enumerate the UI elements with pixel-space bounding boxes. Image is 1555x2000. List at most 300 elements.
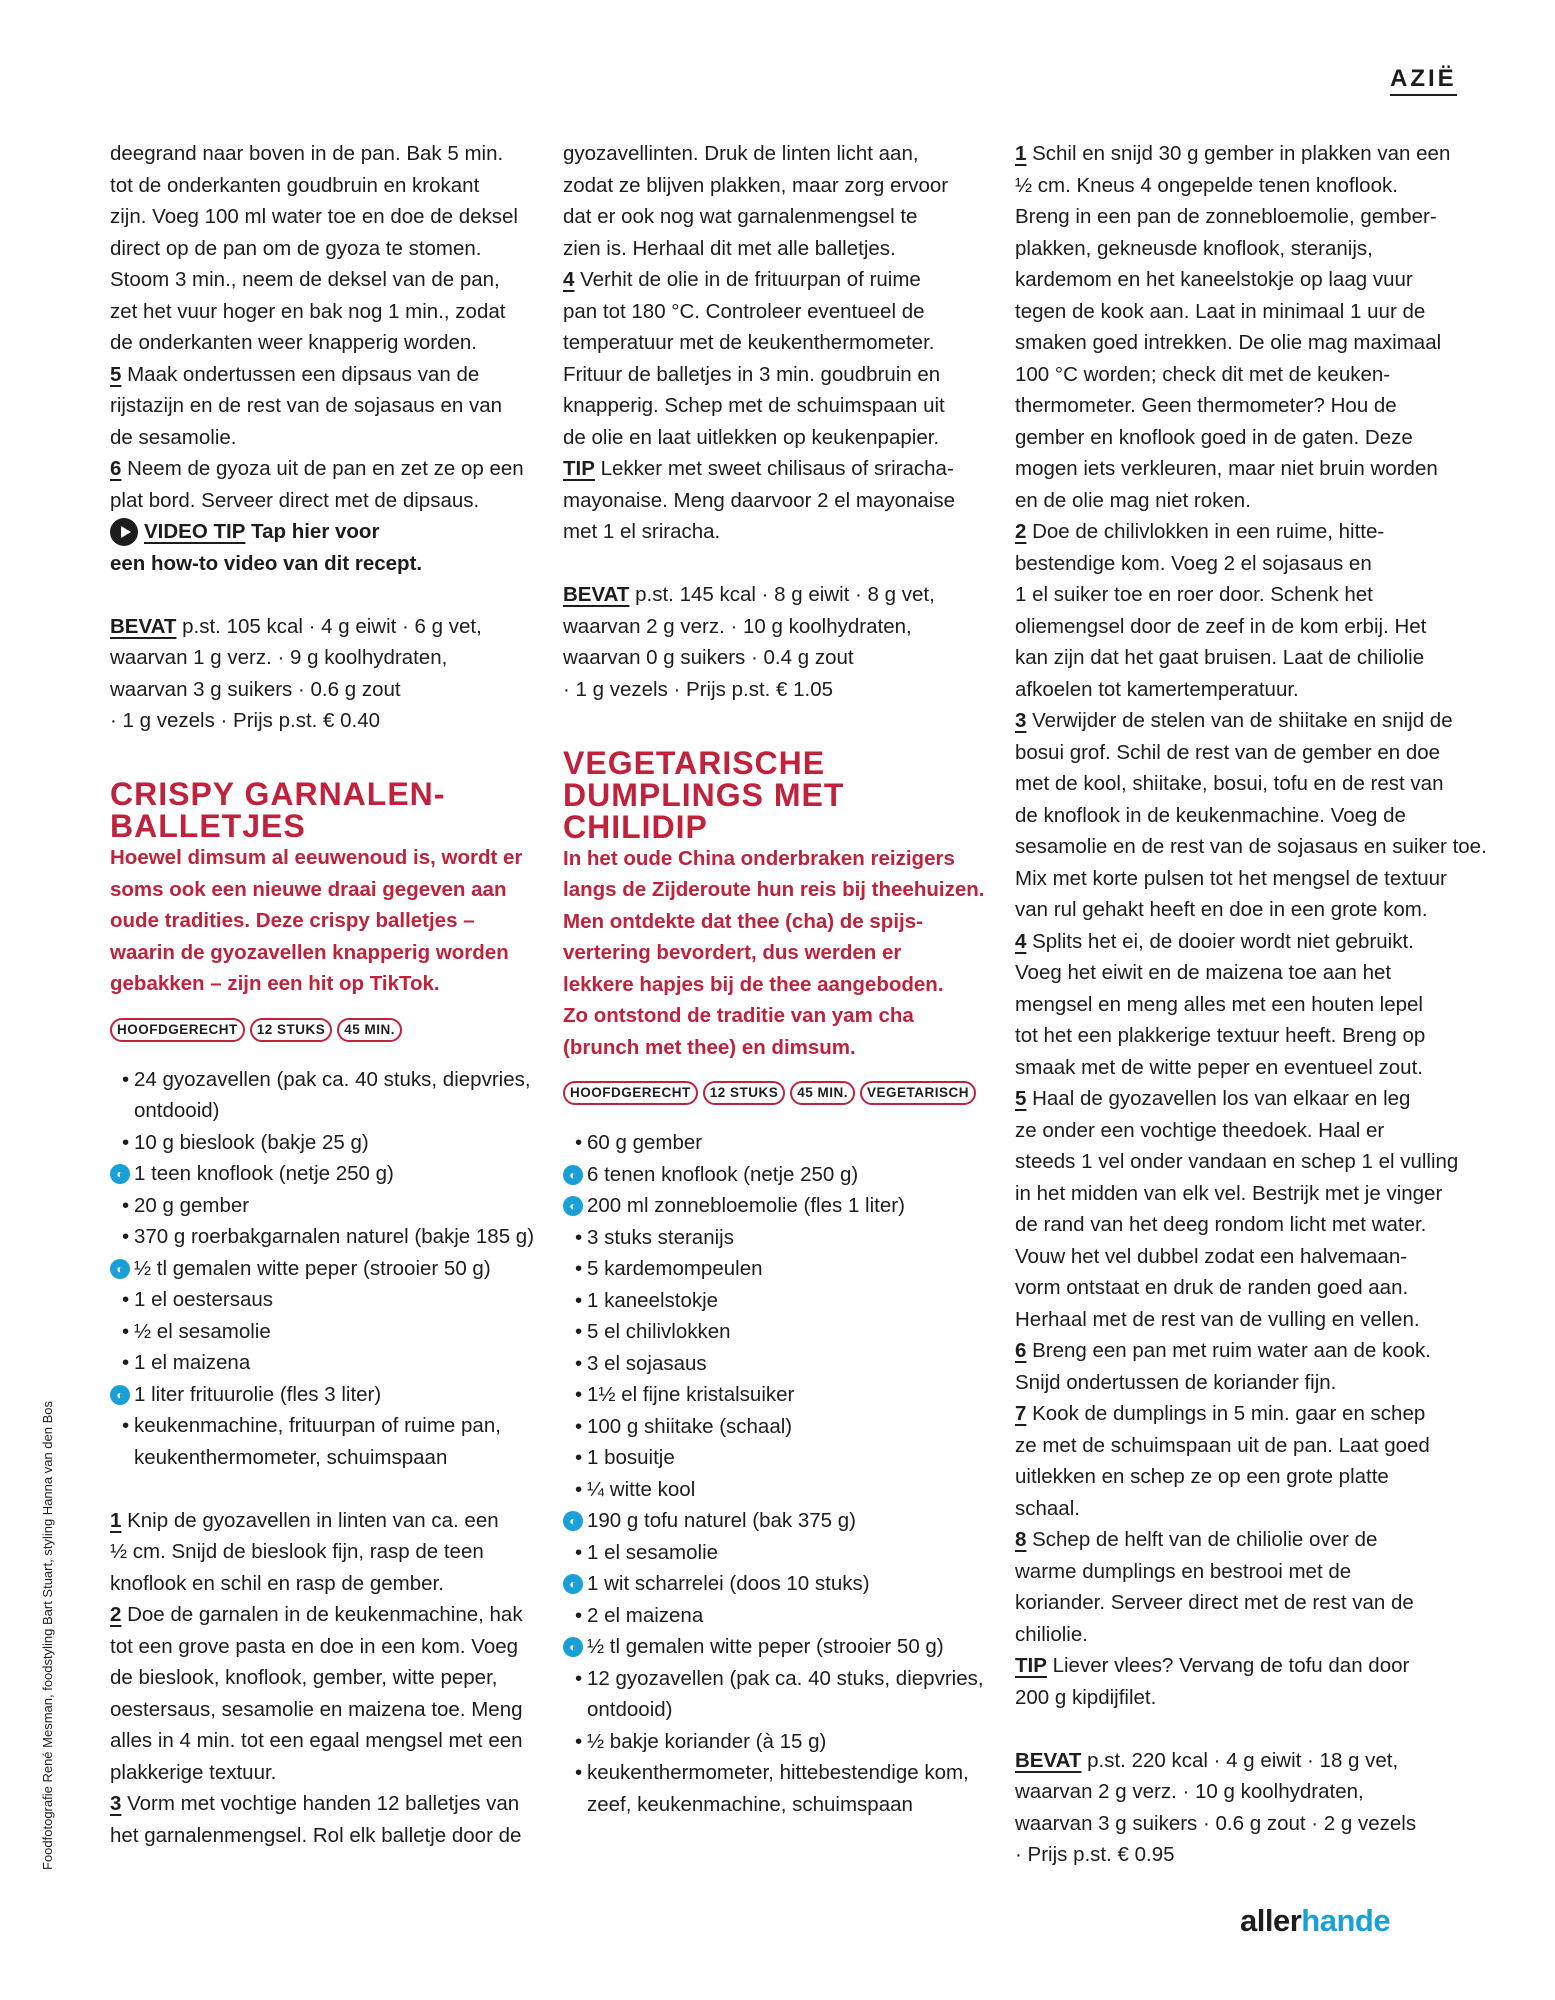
ah-product-icon[interactable]: ◐ [563, 1196, 583, 1216]
ingredient-text: ½ bakje koriander (à 15 g) [587, 1729, 827, 1753]
ingredient-text: 6 tenen knoflook (netje 250 g) [587, 1162, 859, 1186]
step-text: Doe de chilivlokken in een ruime, hitte- [1026, 520, 1385, 543]
step-4 [563, 264, 1008, 453]
step-first-line [110, 1505, 555, 1537]
nutrition-info [110, 611, 555, 737]
text-line: ze met de schuimspaan uit de pan. Laat goed [1015, 1433, 1430, 1457]
text-line: VEGETARISCHE [563, 744, 826, 781]
ingredient-text: 1 wit scharrelei (doos 10 stuks) [587, 1572, 870, 1595]
bullet-icon [563, 1316, 587, 1348]
step-number: 4 [1015, 929, 1027, 953]
step-text: Knip de gyozavellen in linten van ca. een [121, 1508, 499, 1532]
text-line: koriander. Serveer direct met de rest van de [1015, 1591, 1414, 1614]
text-line: knoflook en schil en rasp de gember. [110, 1571, 444, 1595]
step-text: Schep de helft van de chiliolie over de [1026, 1528, 1378, 1551]
bullet-icon [563, 1379, 587, 1411]
text-line: DUMPLINGS MET [563, 776, 845, 813]
ingredient-item [563, 1411, 1008, 1443]
ingredient-text: 5 kardemompeulen [587, 1257, 763, 1280]
ingredient-item [110, 1158, 555, 1190]
ingredient-text: 2 el maizena [587, 1603, 704, 1627]
text-line: de rand van het deeg rondom licht met water. [1015, 1213, 1427, 1236]
text-line: 100 °C worden; check dit met de keuken- [1015, 362, 1391, 386]
ingredient-item [110, 1410, 555, 1442]
text-line: Mix met korte pulsen tot het mengsel de textuur [1015, 866, 1447, 890]
ingredient-item [563, 1316, 1008, 1348]
bullet-icon [110, 1347, 134, 1379]
text-line: Snijd ondertussen de koriander fijn. [1015, 1370, 1337, 1394]
bullet-icon [110, 1284, 134, 1316]
step-number: 7 [1015, 1402, 1027, 1425]
steps-continued [110, 138, 555, 359]
step-first-line [1015, 926, 1475, 958]
step-first-line [1015, 1524, 1475, 1556]
step-text: Neem de gyoza uit de pan en zet ze op een [121, 457, 524, 480]
step-text: Doe de garnalen in de keukenmachine, hak [121, 1603, 523, 1626]
ingredient-item [563, 1159, 1008, 1191]
text-line: de onderkanten weer knapperig worden. [110, 331, 477, 354]
ingredient-text: 1½ el fijne kristalsuiker [587, 1383, 795, 1406]
bullet-icon [110, 1127, 134, 1159]
step-first-line [110, 1599, 555, 1631]
step-1 [1015, 138, 1475, 516]
text-line: oude tradities. Deze crispy balletjes – [110, 909, 475, 932]
text-line: ze onder een vochtige theedoek. Haal er [1015, 1118, 1385, 1142]
text-line: kardemom en het kaneelstokje op laag vuur [1015, 268, 1413, 291]
text-line: vorm ontstaat en druk de randen goed aan. [1015, 1276, 1409, 1299]
text-line: uitlekken en schep ze op een grote platte [1015, 1465, 1389, 1488]
ah-product-icon[interactable]: ◐ [110, 1385, 130, 1405]
text-line: BALLETJES [110, 808, 306, 844]
ingredient-item [563, 1127, 1008, 1159]
text-line: de sesamolie. [110, 425, 237, 449]
text-line: gebakken – zijn een hit op TikTok. [110, 972, 440, 995]
bullet-icon [563, 1442, 587, 1474]
step-2 [1015, 516, 1475, 705]
recipe-intro [563, 843, 1008, 1064]
bullet-icon [110, 1316, 134, 1348]
ingredient-text: 200 ml zonnebloemolie (fles 1 liter) [587, 1194, 905, 1217]
ingredient-text: keukenmachine, frituurpan of ruime pan, [134, 1414, 501, 1437]
step-3 [110, 1788, 555, 1851]
bullet-icon [563, 1285, 587, 1317]
bullet-icon [563, 1474, 587, 1506]
step-1 [110, 1505, 555, 1600]
text-line: tot een grove pasta en doe in een kom. Voeg [110, 1634, 519, 1658]
ingredient-list [110, 1064, 555, 1474]
step-first-line [110, 453, 555, 485]
text-line: CHILIDIP [563, 808, 708, 845]
ingredient-text: ½ tl gemalen witte peper (strooier 50 g) [587, 1635, 944, 1658]
ah-product-icon[interactable]: ◐ [563, 1511, 583, 1531]
text-line: bestendige kom. Voeg 2 el sojasaus en [1015, 551, 1372, 575]
ingredient-item [563, 1537, 1008, 1569]
ingredient-text: ¼ witte kool [587, 1477, 696, 1501]
tag-badge: 12 STUKS [703, 1081, 786, 1105]
text-line: Zo ontstond de traditie van yam cha [563, 1004, 914, 1027]
text-line: smaken goed intrekken. De olie mag maximaal [1015, 331, 1442, 354]
ah-product-icon-wrap [563, 1159, 587, 1191]
text-line: 1 el suiker toe en roer door. Schenk het [1015, 583, 1373, 606]
step-first-line [1015, 1398, 1475, 1430]
ah-product-icon[interactable]: ◐ [110, 1259, 130, 1279]
ingredient-item [563, 1379, 1008, 1411]
ingredient-text: zeef, keukenmachine, schuimspaan [587, 1792, 913, 1816]
text-line: vertering bevordert, dus werden er [563, 941, 902, 964]
text-line: waarvan 0 g suikers · 0.4 g zout [563, 646, 854, 669]
text-line: deegrand naar boven in de pan. Bak 5 min. [110, 142, 504, 165]
text-line: bosui grof. Schil de rest van de gember en doe [1015, 740, 1441, 764]
ingredient-item [563, 1222, 1008, 1254]
step-number: 3 [110, 1792, 122, 1815]
tag-badge: VEGETARISCH [860, 1081, 976, 1105]
recipe-title [563, 744, 1008, 845]
video-tip-line2[interactable]: een how-to video van dit recept. [110, 551, 423, 575]
text-line: gember en knoflook goed in de gaten. Deze [1015, 425, 1413, 449]
step-2 [110, 1599, 555, 1788]
play-icon[interactable] [110, 518, 138, 546]
text-line: ½ cm. Kneus 4 ongepelde tenen knoflook. [1015, 173, 1398, 197]
text-line: waarvan 3 g suikers · 0.6 g zout · 2 g vezels [1015, 1811, 1417, 1835]
ingredient-item [110, 1347, 555, 1379]
ingredient-item [563, 1726, 1008, 1758]
step-number: BEVAT [110, 614, 177, 638]
ingredient-text: keukenthermometer, hittebestendige kom, [587, 1761, 969, 1784]
nutrition-info [1015, 1745, 1475, 1871]
text-line: ½ cm. Snijd de bieslook fijn, rasp de teen [110, 1540, 484, 1563]
text-line: waarvan 2 g verz. · 10 g koolhydraten, [1015, 1780, 1364, 1803]
step-text: Schil en snijd 30 g gember in plakken van een [1026, 142, 1451, 165]
steps-continued [563, 138, 1008, 264]
bullet-icon [110, 1190, 134, 1222]
step-text: Verwijder de stelen van de shiitake en snijd de [1026, 709, 1453, 732]
text-line: mayonaise. Meng daarvoor 2 el mayonaise [563, 488, 955, 512]
ingredient-item [110, 1064, 555, 1096]
ingredient-text: 100 g shiitake (schaal) [587, 1414, 793, 1438]
ingredient-text: keukenthermometer, schuimspaan [134, 1445, 448, 1469]
ingredient-item [110, 1316, 555, 1348]
ingredient-item [110, 1379, 555, 1411]
bullet-icon [563, 1663, 587, 1695]
text-line: · Prijs p.st. € 0.95 [1015, 1843, 1175, 1866]
ingredient-text: 12 gyozavellen (pak ca. 40 stuks, diepvries, [587, 1666, 984, 1690]
step-number: BEVAT [1015, 1748, 1082, 1772]
step-number: 6 [1015, 1339, 1027, 1362]
text-line: Men ontdekte dat thee (cha) de spijs- [563, 909, 923, 933]
text-line: zijn. Voeg 100 ml water toe en doe de deksel [110, 205, 518, 228]
step-3 [1015, 705, 1487, 926]
step-7 [1015, 1398, 1475, 1524]
ingredient-item [563, 1474, 1008, 1506]
text-line: Breng in een pan de zonnebloemolie, gember- [1015, 205, 1437, 228]
bullet-icon [563, 1757, 587, 1789]
bullet-icon [563, 1253, 587, 1285]
step-first-line [1015, 516, 1475, 548]
text-line: met 1 el sriracha. [563, 520, 721, 543]
text-line: steeds 1 vel onder vandaan en schep 1 el vulling [1015, 1150, 1459, 1173]
text-line: · 1 g vezels · Prijs p.st. € 1.05 [563, 677, 834, 701]
text-line: tot het een plakkerige textuur heeft. Breng op [1015, 1024, 1426, 1047]
tag-badge: 12 STUKS [250, 1018, 333, 1042]
step-first-line [563, 264, 1008, 296]
ah-product-icon-wrap [110, 1379, 134, 1411]
ingredient-text: 10 g bieslook (bakje 25 g) [134, 1130, 369, 1154]
step-5 [1015, 1083, 1475, 1335]
step-number: TIP [1015, 1654, 1047, 1677]
allerhande-logo [1240, 1905, 1390, 1937]
text-line: schaal. [1015, 1496, 1080, 1520]
text-line: plakken, gekneusde knoflook, steranijs, [1015, 236, 1373, 260]
ingredient-list [563, 1127, 1008, 1820]
text-line: direct op de pan om de gyoza te stomen. [110, 236, 482, 260]
text-line: gyozavellinten. Druk de linten licht aan, [563, 142, 919, 165]
recipe-tags [563, 1081, 1008, 1105]
section-label: AZIË [1390, 66, 1457, 96]
recipe-title [110, 778, 555, 842]
text-line: Herhaal met de rest van de vulling en vellen. [1015, 1307, 1420, 1331]
ingredient-text: 370 g roerbakgarnalen naturel (bakje 185 g) [134, 1225, 535, 1248]
ingredient-item [563, 1694, 1008, 1726]
text-line: Stoom 3 min., neem de deksel van de pan, [110, 268, 500, 291]
text-line: in het midden van elk vel. Bestrijk met je vinger [1015, 1181, 1443, 1205]
ingredient-text: 3 el sojasaus [587, 1351, 707, 1375]
step-text: Maak ondertussen een dipsaus van de [121, 362, 480, 386]
step-number: 2 [110, 1603, 122, 1626]
ah-product-icon-wrap [563, 1505, 587, 1537]
ingredient-item [563, 1505, 1008, 1537]
ingredient-item [110, 1442, 555, 1474]
ingredient-item [110, 1284, 555, 1316]
text-line: waarvan 3 g suikers · 0.6 g zout [110, 677, 401, 701]
ingredient-text: ontdooid) [134, 1099, 220, 1122]
step-first-line [1015, 1745, 1475, 1777]
text-line: · 1 g vezels · Prijs p.st. € 0.40 [110, 709, 381, 732]
text-line: rijstazijn en de rest van de sojasaus en van [110, 394, 503, 417]
text-line: waarin de gyozavellen knapperig worden [110, 940, 509, 964]
ah-product-icon[interactable]: ◐ [563, 1637, 583, 1657]
bullet-icon [563, 1411, 587, 1443]
bullet-icon [563, 1222, 587, 1254]
text-line: temperatuur met de keukenthermometer. [563, 331, 935, 354]
step-number: 5 [110, 362, 122, 386]
ingredient-item [110, 1127, 555, 1159]
bullet-icon [110, 1221, 134, 1253]
column-1 [110, 138, 555, 1851]
ingredient-item [563, 1190, 1008, 1222]
text-line: de knoflook in de keukenmachine. Voeg de [1015, 803, 1406, 827]
text-line: Frituur de balletjes in 3 min. goudbruin en [563, 362, 941, 386]
step-5 [110, 359, 555, 454]
text-line: smaak met de witte peper en eventueel zout. [1015, 1055, 1423, 1079]
step-number: 8 [1015, 1528, 1027, 1551]
column-2 [563, 138, 1008, 1820]
ingredient-text: 60 g gember [587, 1131, 703, 1154]
ingredient-text: 190 g tofu naturel (bak 375 g) [587, 1509, 856, 1532]
step-number: 1 [1015, 142, 1027, 165]
bullet-icon [563, 1600, 587, 1632]
text-line: pan tot 180 °C. Controleer eventueel de [563, 299, 925, 323]
ingredient-item [563, 1631, 1008, 1663]
text-line: met de kool, shiitake, bosui, tofu en de rest van [1015, 772, 1444, 795]
ah-product-icon-wrap [563, 1568, 587, 1600]
text-line: de bieslook, knoflook, gember, witte peper, [110, 1666, 498, 1689]
ingredient-item [563, 1600, 1008, 1632]
video-tip-text[interactable]: Tap hier voor [251, 520, 380, 543]
logo-part-2: hande [1301, 1903, 1391, 1938]
ingredient-text: 1 el sesamolie [587, 1540, 719, 1564]
text-line: afkoelen tot kamertemperatuur. [1015, 677, 1299, 701]
ingredient-item [563, 1789, 1008, 1821]
text-line: sesamolie en de rest van de sojasaus en suiker toe. [1015, 835, 1487, 858]
ah-product-icon-wrap [110, 1158, 134, 1190]
text-line: warme dumplings en bestrooi met de [1015, 1559, 1352, 1583]
text-line: het garnalenmengsel. Rol elk balletje door de [110, 1823, 522, 1847]
bullet-icon [563, 1348, 587, 1380]
bullet-icon [563, 1537, 587, 1569]
step-text: p.st. 220 kcal · 4 g eiwit · 18 g vet, [1081, 1748, 1399, 1772]
step-first-line [1015, 1650, 1475, 1682]
ingredient-item [563, 1568, 1008, 1600]
ingredient-item [563, 1442, 1008, 1474]
step-first-line [1015, 1335, 1475, 1367]
ah-product-icon-wrap [563, 1190, 587, 1222]
text-line: dat er ook nog wat garnalenmengsel te [563, 205, 918, 228]
text-line: Hoewel dimsum al eeuwenoud is, wordt er [110, 846, 523, 869]
step-text: Lekker met sweet chilisaus of sriracha- [594, 457, 954, 480]
ingredient-text: 1 teen knoflook (netje 250 g) [134, 1162, 394, 1185]
ingredient-text: 1 bosuitje [587, 1446, 675, 1469]
ingredient-text: 1 liter frituurolie (fles 3 liter) [134, 1382, 382, 1406]
text-line: zodat ze blijven plakken, maar zorg ervoor [563, 173, 949, 197]
bullet-icon [563, 1726, 587, 1758]
video-tip-label[interactable]: VIDEO TIP [144, 520, 246, 543]
text-line: lekkere hapjes bij de thee aangeboden. [563, 972, 944, 996]
text-line: alles in 4 min. tot een egaal mengsel met een [110, 1729, 523, 1752]
text-line: (brunch met thee) en dimsum. [563, 1035, 856, 1059]
steps [1015, 138, 1487, 1713]
text-line: waarvan 2 g verz. · 10 g koolhydraten, [563, 614, 912, 638]
ah-product-icon-wrap [110, 1253, 134, 1285]
text-line: tot de onderkanten goudbruin en krokant [110, 173, 480, 197]
text-line: plat bord. Serveer direct met de dipsaus. [110, 488, 480, 512]
step-text: Verhit de olie in de frituurpan of ruime [574, 268, 921, 291]
text-line: mengsel en meng alles met een houten lepel [1015, 992, 1423, 1016]
step-text: p.st. 105 kcal · 4 g eiwit · 6 g vet, [176, 614, 482, 638]
step-6 [1015, 1335, 1475, 1398]
text-line: kan zijn dat het gaat bruisen. Laat de chiliolie [1015, 646, 1425, 669]
text-line: soms ook een nieuwe draai gegeven aan [110, 877, 507, 901]
text-line: mogen iets verkleuren, maar niet bruin worden [1015, 457, 1438, 480]
text-line: van rul gehakt heeft en doe in een grote kom. [1015, 898, 1428, 921]
ah-product-icon[interactable]: ◐ [563, 1574, 583, 1594]
ingredient-text: 1 el maizena [134, 1351, 251, 1374]
ingredient-text: 3 stuks steranijs [587, 1225, 734, 1249]
text-line: In het oude China onderbraken reizigers [563, 846, 955, 870]
ingredient-text: 1 el oestersaus [134, 1288, 274, 1311]
step-6 [110, 453, 555, 516]
bullet-icon [563, 1127, 587, 1159]
step-text: Liever vlees? Vervang de tofu dan door [1046, 1654, 1410, 1677]
step-number: 2 [1015, 520, 1027, 543]
step-number: BEVAT [563, 583, 630, 606]
text-line: thermometer. Geen thermometer? Hou de [1015, 394, 1397, 417]
ingredient-text: ½ el sesamolie [134, 1319, 271, 1343]
ingredient-item [110, 1253, 555, 1285]
step-number: 4 [563, 268, 575, 291]
ah-product-icon[interactable]: ◐ [110, 1164, 130, 1184]
step-number: TIP [563, 457, 595, 480]
logo-part-1: aller [1240, 1903, 1302, 1938]
step-tip [1015, 1650, 1475, 1713]
ingredient-text: ½ tl gemalen witte peper (strooier 50 g) [134, 1256, 491, 1280]
step-first-line [563, 579, 1008, 611]
text-line: oestersaus, sesamolie en maizena toe. Meng [110, 1697, 523, 1721]
tip [563, 453, 1008, 548]
bullet-icon [110, 1064, 134, 1096]
tag-badge: HOOFDGERECHT [563, 1081, 698, 1105]
step-8 [1015, 1524, 1475, 1650]
step-text: Breng een pan met ruim water aan de kook. [1026, 1339, 1431, 1362]
ingredient-item [563, 1285, 1008, 1317]
ah-product-icon[interactable]: ◐ [563, 1165, 583, 1185]
text-line: waarvan 1 g verz. · 9 g koolhydraten, [110, 646, 448, 669]
video-tip[interactable] [110, 516, 555, 548]
step-number: 1 [110, 1508, 122, 1532]
text-line: Voeg het eiwit en de maizena toe aan het [1015, 961, 1392, 984]
ingredient-item [563, 1348, 1008, 1380]
text-line: zet het vuur hoger en bak nog 1 min., zodat [110, 299, 506, 323]
recipe-tags [110, 1018, 555, 1042]
ah-product-icon-wrap [563, 1631, 587, 1663]
nutrition-info [563, 579, 1008, 705]
text-line: chiliolie. [1015, 1622, 1088, 1646]
ingredient-item [110, 1190, 555, 1222]
text-line: zien is. Herhaal dit met alle balletjes. [563, 236, 896, 260]
ingredient-item [110, 1095, 555, 1127]
step-first-line [110, 1788, 555, 1820]
step-4 [1015, 926, 1475, 1084]
step-text: Splits het ei, de dooier wordt niet gebruikt. [1026, 929, 1414, 953]
step-first-line [1015, 1083, 1475, 1115]
step-first-line [563, 453, 1008, 485]
text-line: oliemengsel door de zeef in de kom erbij. Het [1015, 614, 1427, 638]
ingredient-text: 5 el chilivlokken [587, 1320, 731, 1343]
bullet-icon [110, 1410, 134, 1442]
ingredient-item [563, 1757, 1008, 1789]
tag-badge: HOOFDGERECHT [110, 1018, 245, 1042]
ingredient-item [563, 1663, 1008, 1695]
step-text: Vorm met vochtige handen 12 balletjes van [121, 1792, 520, 1815]
text-line: 200 g kipdijfilet. [1015, 1685, 1157, 1709]
photo-credit: Foodfotografie René Mesman, foodstyling Bart Stuart, styling Hanna van den Bos [40, 1401, 55, 1870]
ingredient-text: ontdooid) [587, 1698, 673, 1721]
ingredient-text: 20 g gember [134, 1193, 250, 1217]
step-first-line [110, 611, 555, 643]
ingredient-item [110, 1221, 555, 1253]
text-line: tegen de kook aan. Laat in minimaal 1 uur de [1015, 299, 1426, 323]
step-first-line [110, 359, 555, 391]
step-text: Haal de gyozavellen los van elkaar en leg [1026, 1087, 1411, 1110]
ingredient-item [563, 1253, 1008, 1285]
text-line: CRISPY GARNALEN- [110, 776, 446, 812]
ingredient-text: 24 gyozavellen (pak ca. 40 stuks, diepvries, [134, 1067, 531, 1091]
tag-badge: 45 MIN. [790, 1081, 855, 1105]
step-text: Kook de dumplings in 5 min. gaar en schep [1026, 1402, 1426, 1425]
step-text: p.st. 145 kcal · 8 g eiwit · 8 g vet, [629, 583, 935, 606]
text-line: knapperig. Schep met de schuimspaan uit [563, 394, 945, 417]
tag-badge: 45 MIN. [337, 1018, 402, 1042]
column-3 [1015, 138, 1487, 1871]
